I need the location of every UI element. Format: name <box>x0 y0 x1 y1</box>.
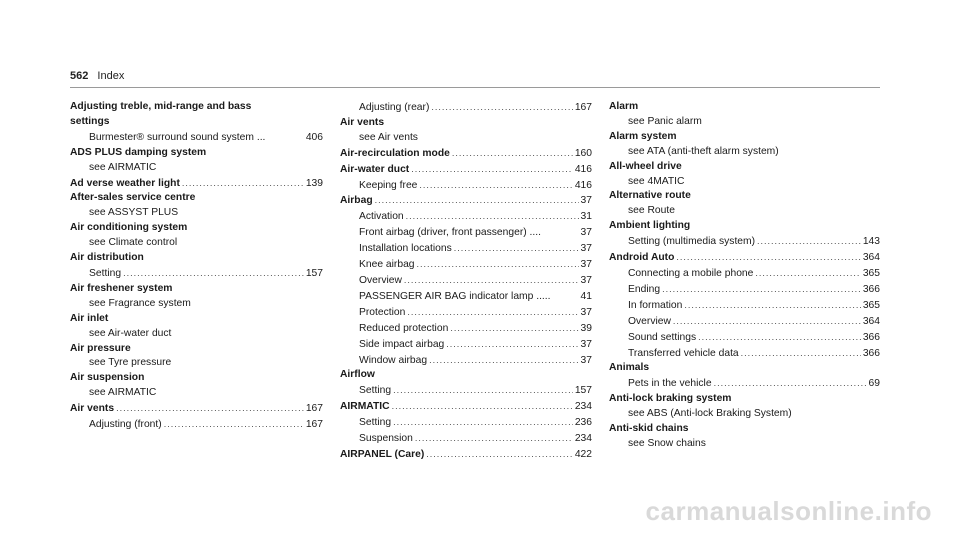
entry-term: Installation locations <box>359 243 452 255</box>
page-reference: 37 <box>580 354 592 366</box>
entry-term: After-sales service centre <box>70 192 196 204</box>
entry-term: Suspension <box>359 433 413 445</box>
index-entry <box>609 160 880 175</box>
dot-leader <box>417 257 579 272</box>
page-reference: 31 <box>580 211 592 223</box>
entry-term: Adjusting (front) <box>89 419 162 431</box>
entry-term: see Fragrance system <box>89 297 191 309</box>
entry-term: see Air vents <box>359 131 418 143</box>
entry-term: Setting <box>89 267 122 279</box>
index-subentry <box>70 206 323 221</box>
page-reference: 41 <box>580 290 592 302</box>
index-entry <box>340 193 592 209</box>
entry-term: Adjusting (rear) <box>359 102 430 113</box>
entry-term: see Climate control <box>89 237 178 249</box>
index-subentry <box>70 236 323 251</box>
page-reference: 364 <box>862 252 880 264</box>
index-entry <box>340 399 592 415</box>
index-subentry <box>70 297 323 312</box>
page-reference: 365 <box>862 299 880 311</box>
dot-leader <box>375 193 579 208</box>
index-subentry <box>340 431 592 447</box>
page-reference: 157 <box>574 385 592 397</box>
index-column-3 <box>609 100 880 452</box>
index-subentry <box>340 305 592 321</box>
entry-term: Pets in the vehicle <box>628 378 712 390</box>
entry-term: Front airbag (driver, front passenger) .... <box>359 227 541 239</box>
index-subentry <box>340 225 592 241</box>
index-entry <box>340 447 592 463</box>
page-reference: 37 <box>580 243 592 255</box>
entry-term: Air vents <box>70 403 115 415</box>
dot-leader <box>407 305 578 320</box>
page-reference: 364 <box>862 315 880 327</box>
entry-term: AIRMATIC <box>340 401 390 413</box>
entry-term: Air vents <box>340 116 385 128</box>
entry-term: Air-water duct <box>340 163 410 175</box>
entry-term: Alarm <box>609 101 639 112</box>
entry-term: Anti-skid chains <box>609 423 689 435</box>
entry-term: All-wheel drive <box>609 160 682 172</box>
index-subentry <box>340 273 592 289</box>
index-subentry <box>340 337 592 353</box>
page-reference: 167 <box>305 419 323 431</box>
index-subentry <box>609 376 880 392</box>
index-entry <box>70 191 323 206</box>
entry-term: Sound settings <box>628 331 697 343</box>
entry-term: see Tyre pressure <box>89 357 172 369</box>
entry-term: Knee airbag <box>359 259 415 271</box>
index-subentry <box>609 115 880 130</box>
dot-leader <box>714 376 867 391</box>
page-reference: 143 <box>862 236 880 248</box>
index-column-2 <box>340 100 592 463</box>
entry-term: Side impact airbag <box>359 338 445 350</box>
page-reference: 366 <box>862 283 880 295</box>
dot-leader <box>662 282 861 297</box>
index-entry <box>609 189 880 204</box>
dot-leader <box>415 431 573 446</box>
page-reference: 236 <box>574 417 592 429</box>
dot-leader <box>684 298 860 313</box>
index-subentry <box>70 161 323 176</box>
index-entry <box>70 251 323 266</box>
entry-term: Setting <box>359 385 392 397</box>
dot-leader <box>757 234 861 249</box>
page-reference: 422 <box>574 448 592 460</box>
index-subentry <box>340 257 592 273</box>
dot-leader <box>676 250 860 265</box>
entry-term: see ASSYST PLUS <box>89 207 179 219</box>
page-reference: 37 <box>580 274 592 286</box>
index-subentry <box>340 209 592 225</box>
dot-leader <box>446 337 578 352</box>
entry-term: Activation <box>359 211 404 223</box>
entry-term: Alarm system <box>609 130 677 142</box>
index-subentry <box>609 298 880 314</box>
index-subentry <box>70 386 323 401</box>
entry-term: AIRPANEL (Care) <box>340 448 425 460</box>
entry-term: Protection <box>359 306 406 318</box>
index-entry <box>70 221 323 236</box>
entry-term: Window airbag <box>359 354 428 366</box>
index-entry <box>70 282 323 297</box>
dot-leader <box>419 178 572 193</box>
entry-term: Setting <box>359 417 392 429</box>
index-entry <box>340 162 592 178</box>
entry-term: see Air-water duct <box>89 327 172 339</box>
entry-term: Burmester® surround sound system ... <box>89 131 266 143</box>
dot-leader <box>431 100 572 115</box>
entry-term: settings <box>70 115 110 127</box>
page-reference: 234 <box>574 401 592 413</box>
entry-term: Airbag <box>340 195 373 207</box>
index-subentry <box>340 241 592 257</box>
section-title: Index <box>97 70 125 82</box>
page-reference: 69 <box>868 378 880 390</box>
page-reference: 160 <box>574 147 592 159</box>
entry-term: see ATA (anti-theft alarm system) <box>628 145 779 157</box>
index-subentry <box>340 383 592 399</box>
index-subentry <box>70 266 323 282</box>
index-entry <box>70 342 323 357</box>
entry-term: Ending <box>628 283 661 295</box>
page-reference: 37 <box>580 306 592 318</box>
entry-term: Adjusting treble, mid-range and bass <box>70 101 252 112</box>
entry-term: In formation <box>628 299 683 311</box>
page-reference: 416 <box>574 163 592 175</box>
index-subentry <box>340 415 592 431</box>
entry-term: see 4MATIC <box>628 175 685 187</box>
page-reference: 234 <box>574 433 592 445</box>
entry-term: PASSENGER AIR BAG indicator lamp ..... <box>359 290 551 302</box>
index-entry <box>609 219 880 234</box>
dot-leader <box>164 417 304 432</box>
dot-leader <box>406 209 579 224</box>
index-entry <box>70 146 323 161</box>
page-reference: 139 <box>305 177 323 189</box>
page-reference: 37 <box>580 195 592 207</box>
dot-leader <box>392 399 573 414</box>
dot-leader <box>182 176 304 191</box>
index-entry <box>70 312 323 327</box>
index-subentry <box>340 289 592 305</box>
page-reference: 157 <box>305 267 323 279</box>
index-subentry <box>609 330 880 346</box>
index-entry <box>340 368 592 383</box>
index-entry <box>609 392 880 407</box>
index-entry <box>340 116 592 131</box>
entry-term: Alternative route <box>609 190 691 202</box>
dot-leader <box>411 162 573 177</box>
dot-leader <box>116 401 304 416</box>
dot-leader <box>673 314 861 329</box>
page-reference: 37 <box>580 259 592 271</box>
index-subentry <box>609 175 880 190</box>
dot-leader <box>393 383 573 398</box>
header-divider <box>70 87 880 88</box>
dot-leader <box>123 266 304 281</box>
index-column-1 <box>70 100 323 433</box>
index-entry <box>609 250 880 266</box>
index-subentry <box>70 130 323 146</box>
entry-term: see Panic alarm <box>628 115 702 127</box>
page-reference: 37 <box>580 227 592 239</box>
page-reference: 366 <box>862 347 880 359</box>
index-subentry <box>609 314 880 330</box>
page-reference: 365 <box>862 267 880 279</box>
entry-term: Reduced protection <box>359 322 449 334</box>
index-subentry <box>340 353 592 369</box>
index-entry <box>609 361 880 376</box>
page-reference: 39 <box>580 322 592 334</box>
index-entry <box>70 371 323 386</box>
entry-term: Overview <box>628 315 671 327</box>
entry-term: see Snow chains <box>628 437 706 449</box>
dot-leader <box>755 266 860 281</box>
index-subentry <box>609 266 880 282</box>
page-reference: 37 <box>580 338 592 350</box>
index-subentry <box>609 204 880 219</box>
index-subentry <box>609 437 880 452</box>
entry-term: Air inlet <box>70 312 109 324</box>
page-number: 562 <box>70 70 89 82</box>
entry-term: Airflow <box>340 369 375 381</box>
entry-term: Ambient lighting <box>609 220 691 232</box>
dot-leader <box>741 346 861 361</box>
index-subentry <box>70 356 323 371</box>
index-entry <box>70 100 323 115</box>
page-reference: 366 <box>862 331 880 343</box>
index-subentry <box>340 321 592 337</box>
page-reference: 167 <box>305 403 323 415</box>
entry-term: Keeping free <box>359 179 418 191</box>
index-entry <box>609 130 880 145</box>
entry-term: Transferred vehicle data <box>628 347 739 359</box>
dot-leader <box>426 447 573 462</box>
entry-term: Air freshener system <box>70 282 173 294</box>
index-subentry <box>609 346 880 362</box>
index-subentry <box>609 282 880 298</box>
entry-term: Ad verse weather light <box>70 177 180 189</box>
index-entry <box>609 100 880 115</box>
entry-term: see Route <box>628 205 675 217</box>
page-reference: 416 <box>574 179 592 191</box>
index-subentry <box>70 327 323 342</box>
entry-term: ADS PLUS damping system <box>70 146 207 158</box>
index-subentry <box>609 407 880 422</box>
entry-term: Overview <box>359 274 402 286</box>
entry-term: see AIRMATIC <box>89 161 157 173</box>
entry-term: see AIRMATIC <box>89 387 157 399</box>
index-subentry <box>340 100 592 116</box>
entry-term: Air-recirculation mode <box>340 147 450 159</box>
index-subentry <box>609 234 880 250</box>
index-subentry <box>340 131 592 146</box>
dot-leader <box>393 415 573 430</box>
index-subentry <box>609 145 880 160</box>
index-subentry <box>70 417 323 433</box>
entry-term: Air suspension <box>70 372 145 384</box>
index-entry <box>70 115 323 130</box>
index-entry <box>70 401 323 417</box>
watermark: carmanualsonline.info <box>645 496 932 526</box>
dot-leader <box>429 353 578 368</box>
entry-term: Air conditioning system <box>70 222 188 234</box>
page-reference: 167 <box>574 102 592 113</box>
dot-leader <box>698 330 861 345</box>
index-entry <box>70 176 323 192</box>
dot-leader <box>450 321 578 336</box>
entry-term: Android Auto <box>609 252 675 264</box>
index-subentry <box>340 178 592 194</box>
entry-term: Anti-lock braking system <box>609 393 732 405</box>
dot-leader <box>452 146 573 161</box>
page-header <box>70 70 124 82</box>
entry-term: Animals <box>609 362 650 374</box>
entry-term: Setting (multimedia system) <box>628 236 756 248</box>
page-reference: 406 <box>305 131 323 143</box>
entry-term: Connecting a mobile phone <box>628 267 754 279</box>
index-entry <box>609 422 880 437</box>
index-entry <box>340 146 592 162</box>
dot-leader <box>454 241 579 256</box>
dot-leader <box>404 273 579 288</box>
entry-term: see ABS (Anti-lock Braking System) <box>628 408 792 420</box>
entry-term: Air distribution <box>70 252 144 264</box>
entry-term: Air pressure <box>70 342 131 354</box>
